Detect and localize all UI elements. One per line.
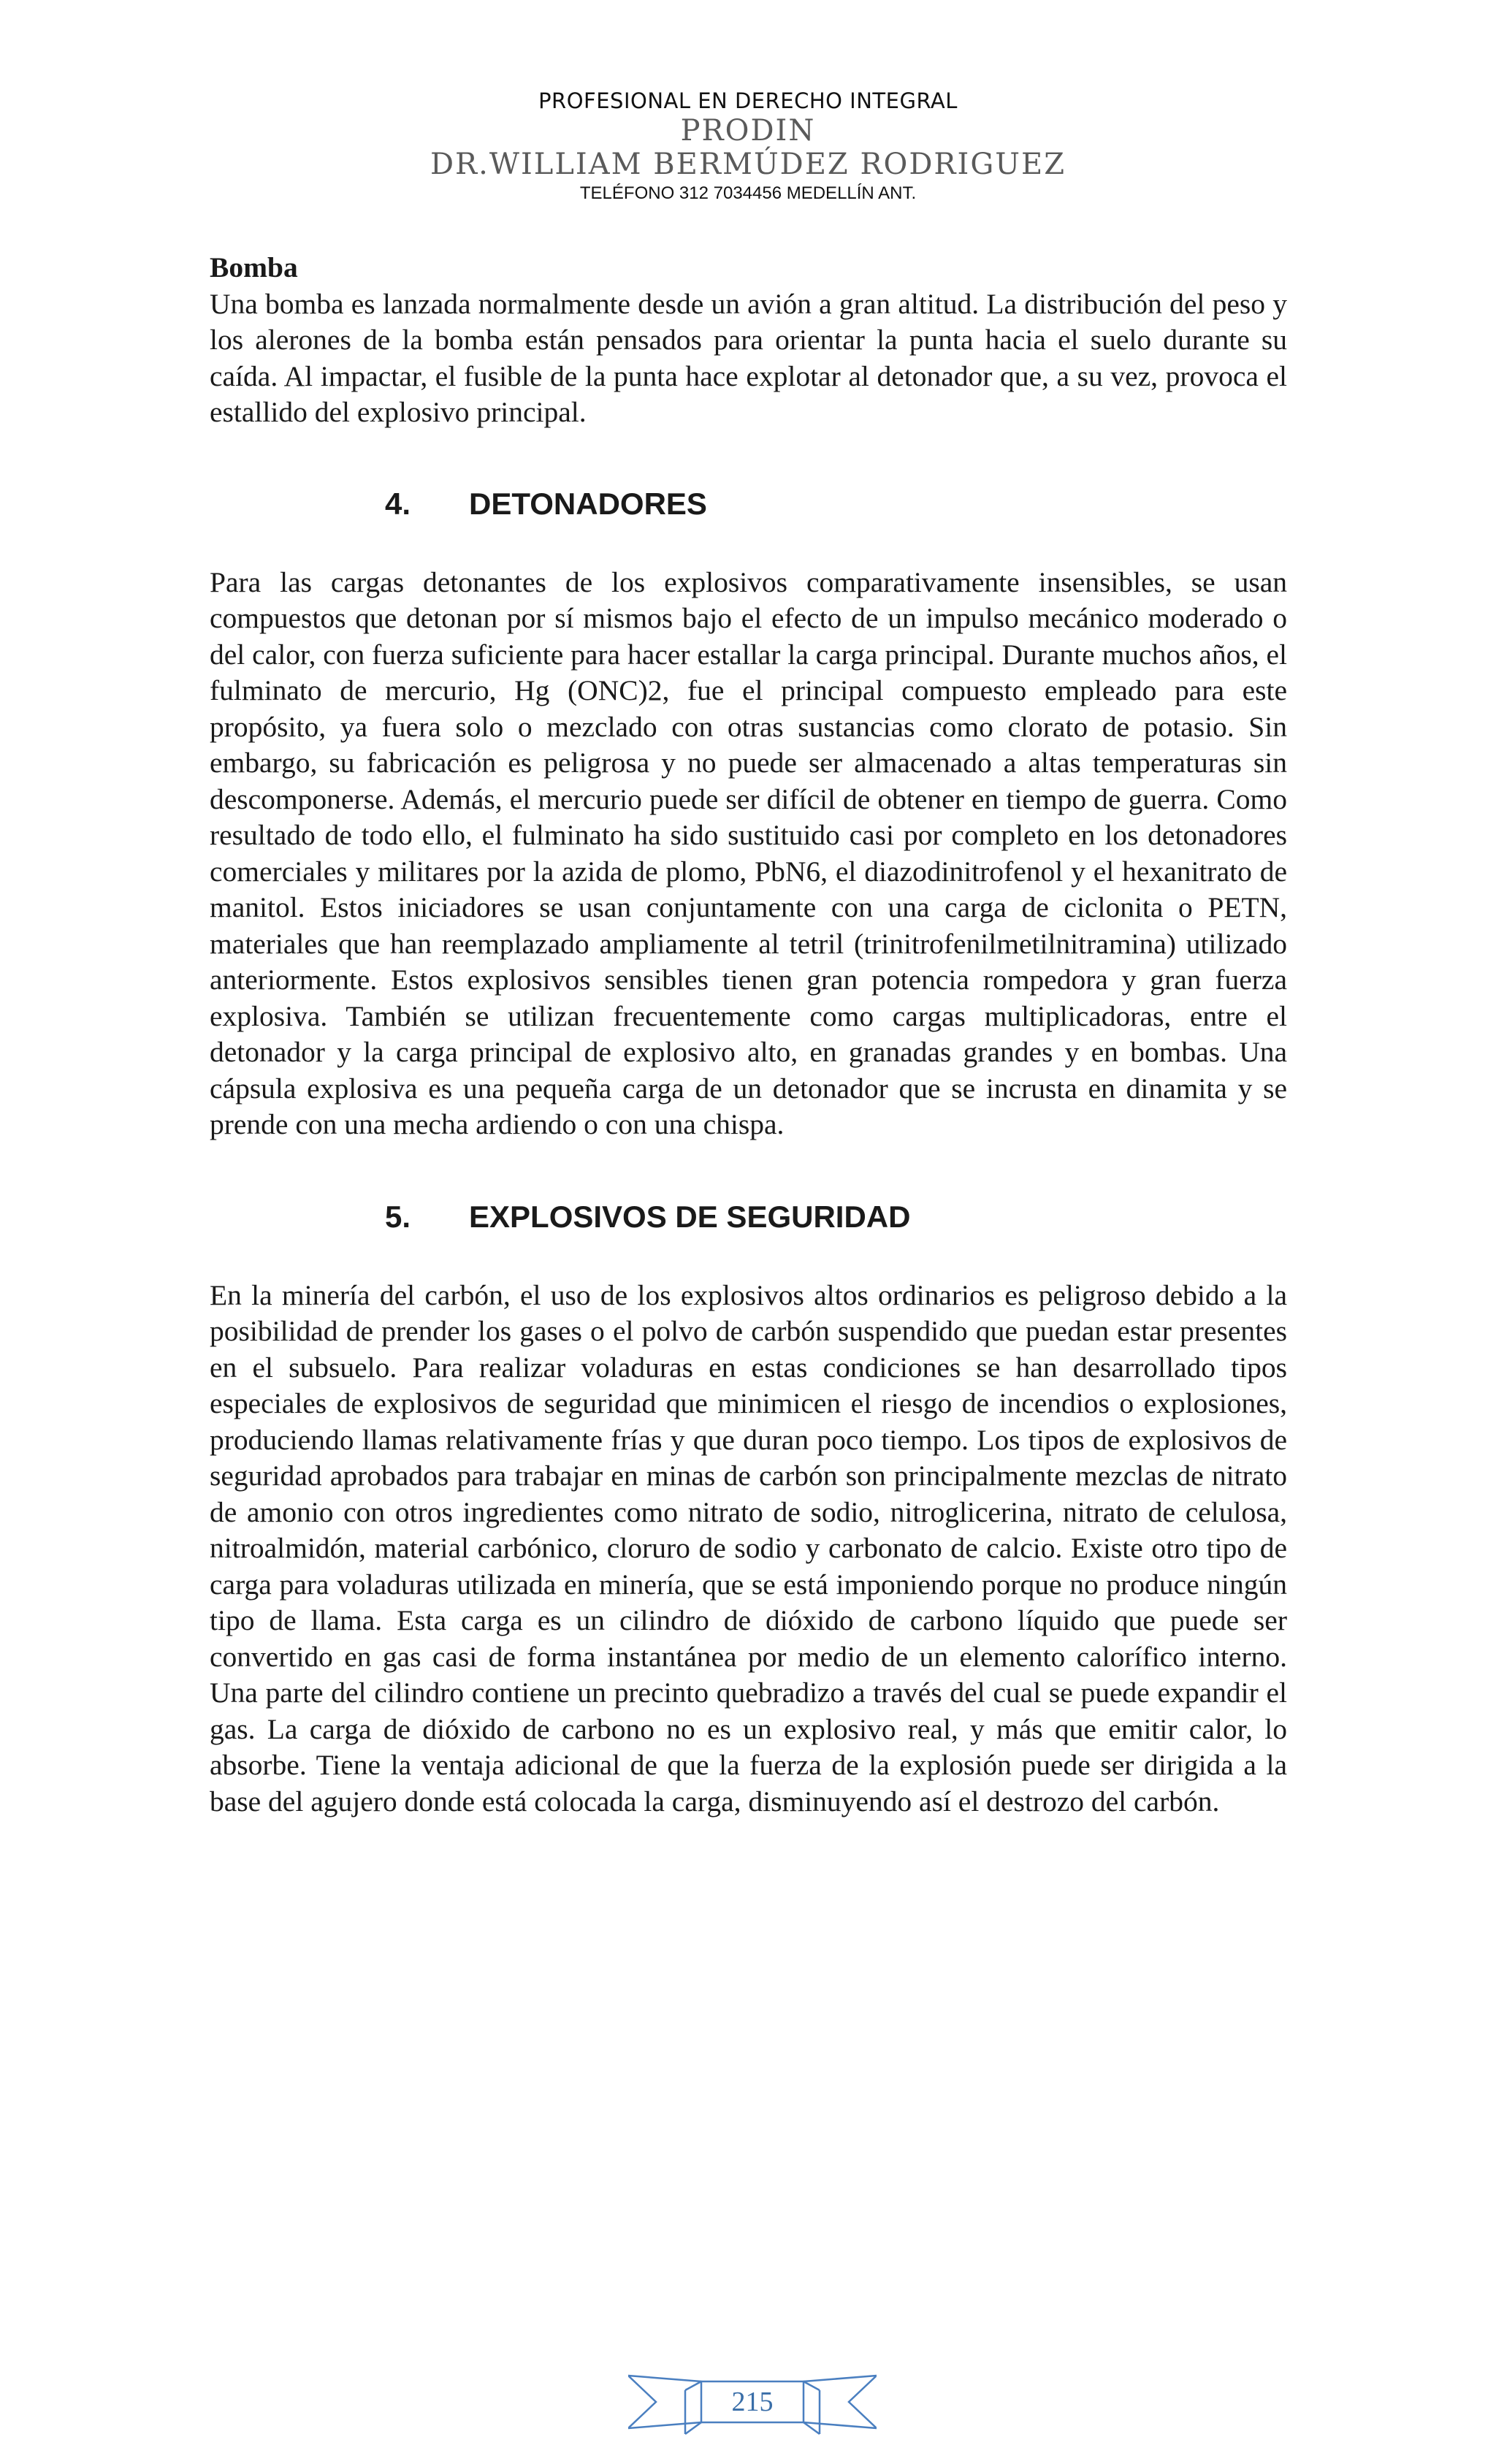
header-firm-name: PROFESIONAL EN DERECHO INTEGRAL xyxy=(538,88,958,113)
section-number: 5. xyxy=(385,1199,411,1234)
header-contact: TELÉFONO 312 7034456 MEDELLÍN ANT. xyxy=(579,183,917,203)
section-title: DETONADORES xyxy=(469,486,707,521)
page-header xyxy=(0,88,1496,206)
page-body xyxy=(210,250,1287,1820)
header-acronym: PRODIN xyxy=(680,114,816,148)
subsection-title-bomba: Bomba xyxy=(210,251,298,283)
page-footer xyxy=(628,2361,877,2449)
paragraph-explosivos-seguridad: En la minería del carbón, el uso de los explosivos altos ordinarios es peligroso debido a la posibilidad de prender los gases o el polvo de carbón suspendido que puedan estar presentes en el subsuelo. Para realizar voladuras en estas condiciones se han desarrollado tipos especiales de explosivos de seguridad que minimicen el riesgo de incendios o explosiones, produciendo llamas relativamente frías y que duran poco tiempo. Los tipos de explosivos de seguridad aprobados para trabajar en minas de carbón son principalmente mezclas de nitrato de amonio con otros ingredientes como nitrato de sodio, nitroglicerina, nitrato de celulosa, nitroalmidón, material carbónico, cloruro de sodio y carbonato de calcio. Existe otro tipo de carga para voladuras utilizada en minería, que se está imponiendo porque no produce ningún tipo de llama. Esta carga es un cilindro de dióxido de carbono líquido que puede ser convertido en gas casi de forma instantánea por medio de un elemento calorífico interno. Una parte del cilindro contiene un precinto quebradizo a través del cual se puede expandir el gas. La carga de dióxido de carbono no es un explosivo real, y más que emitir calor, lo absorbe. Tiene la ventaja adicional de que la fuerza de la explosión puede ser dirigida a la base del agujero donde está colocada la carga, disminuyendo así el destrozo del carbón. xyxy=(210,1278,1287,1818)
section-heading-explosivos-seguridad xyxy=(210,1199,1287,1235)
header-author: DR.WILLIAM BERMÚDEZ RODRIGUEZ xyxy=(430,148,1066,181)
paragraph-detonadores: Para las cargas detonantes de los explosivos comparativamente insensibles, se usan compuestos que detonan por sí mismos bajo el efecto de un impulso mecánico moderado o del calor, con fuerza suficiente para hacer estallar la carga principal. Durante muchos años, el fulminato de mercurio, Hg (ONC)2, fue el principal compuesto empleado para este propósito, ya fuera solo o mezclado con otras sustancias como clorato de potasio. Sin embargo, su fabricación es peligrosa y no puede ser almacenado a altas temperaturas sin descomponerse. Además, el mercurio puede ser difícil de obtener en tiempo de guerra. Como resultado de todo ello, el fulminato ha sido sustituido casi por completo en los detonadores comerciales y militares por la azida de plomo, PbN6, el diazodinitrofenol y el hexanitrato de manitol. Estos iniciadores se usan conjuntamente con una carga de ciclonita o PETN, materiales que han reemplazado ampliamente al tetril (trinitrofenilmetilnitramina) utilizado anteriormente. Estos explosivos sensibles tienen gran potencia rompedora y gran fuerza explosiva. También se utilizan frecuentemente como cargas multiplicadoras, entre el detonador y la carga principal de explosivo alto, en granadas grandes y en bombas. Una cápsula explosiva es una pequeña carga de un detonador que se incrusta en dinamita y se prende con una mecha ardiendo o con una chispa. xyxy=(210,565,1287,1140)
section-title: EXPLOSIVOS DE SEGURIDAD xyxy=(469,1199,911,1234)
section-heading-detonadores xyxy=(210,486,1287,522)
page-number: 215 xyxy=(731,2387,774,2417)
paragraph-bomba: Una bomba es lanzada normalmente desde un avión a gran altitud. La distribución del peso y los alerones de la bomba están pensados para orientar la punta hacia el suelo durante su caída. Al impactar, el fusible de la punta hace explotar al detonador que, a su vez, provoca el estallido del explosivo principal. xyxy=(210,287,1287,428)
section-number: 4. xyxy=(385,486,411,521)
